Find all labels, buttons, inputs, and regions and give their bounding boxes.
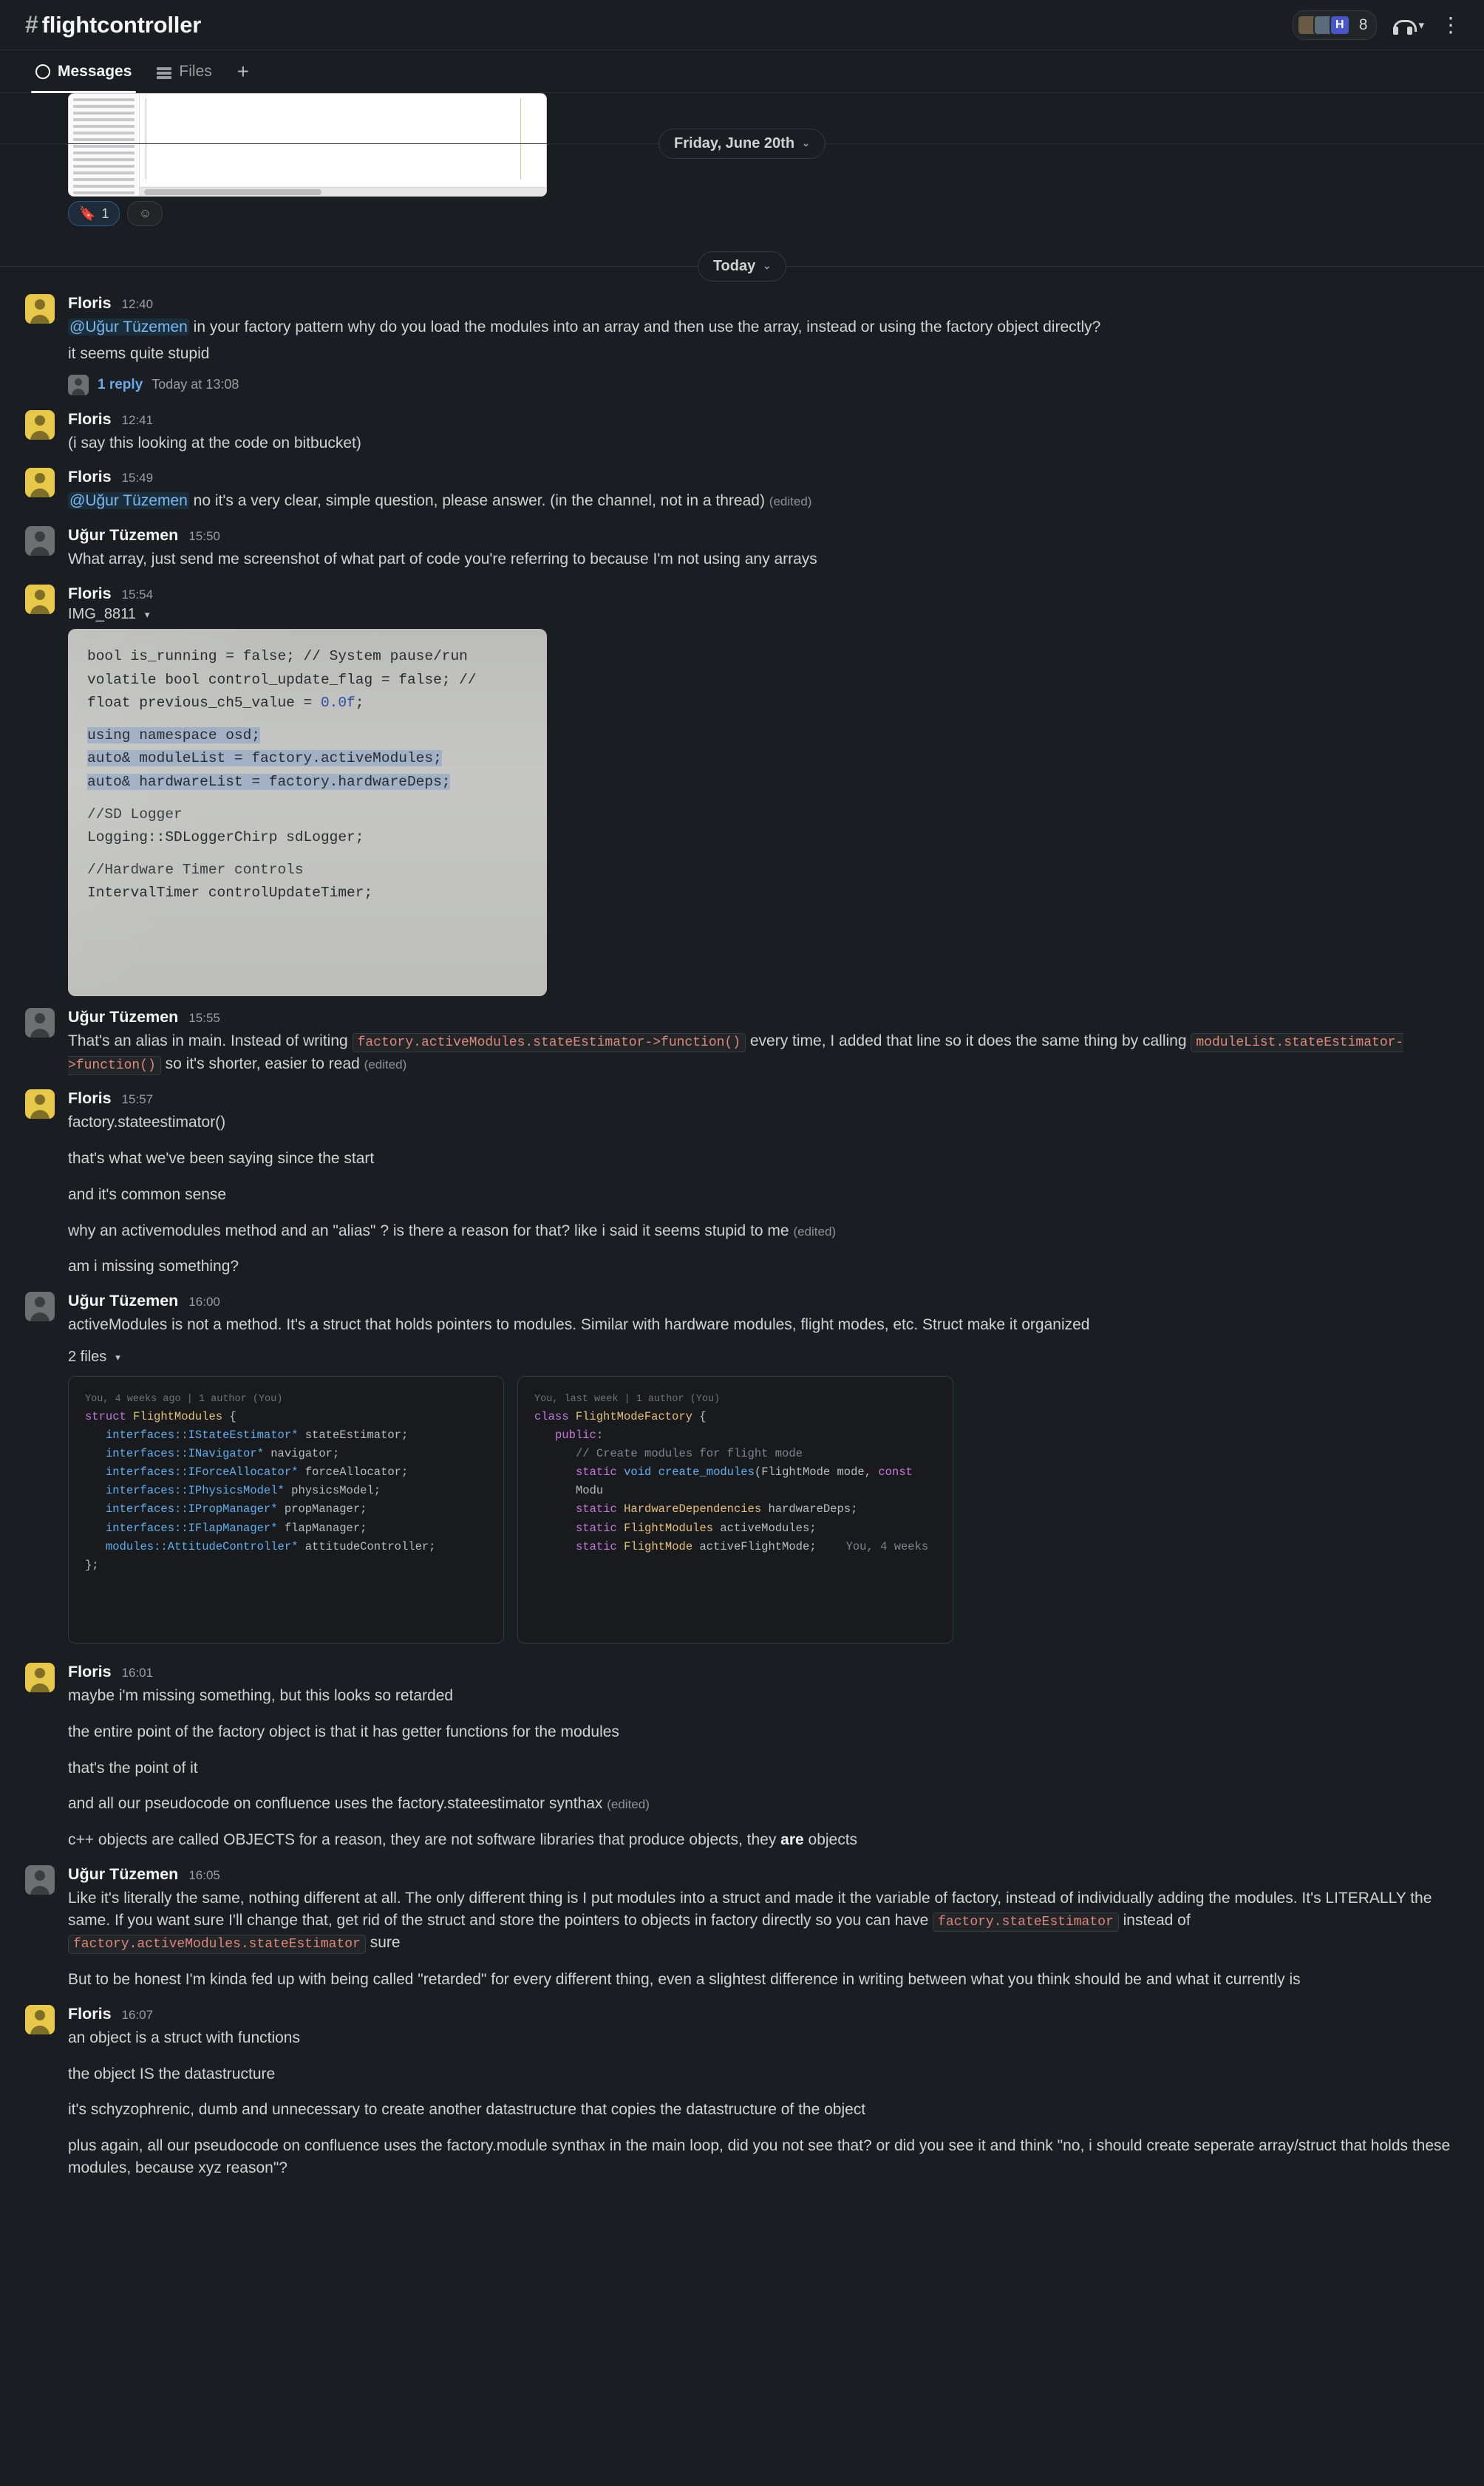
edited-label: (edited) bbox=[607, 1797, 650, 1812]
message bbox=[0, 1858, 1484, 1998]
code-line: bool is_running = false; // System pause/run bbox=[87, 648, 468, 665]
message-timestamp[interactable]: 15:55 bbox=[188, 1011, 220, 1026]
code-line: interfaces::IPropManager* propManager; bbox=[106, 1502, 367, 1516]
code-line: static FlightModules activeModules; bbox=[576, 1521, 817, 1535]
message-timestamp[interactable]: 16:00 bbox=[188, 1295, 220, 1310]
message-text bbox=[68, 1791, 1454, 1827]
message-text-inner: why an activemodules method and an "alias" ? is there a reason for that? like i said it seems stupid to me bbox=[68, 1222, 789, 1239]
message-author[interactable]: Uğur Tüzemen bbox=[68, 1865, 179, 1884]
messages-icon bbox=[35, 64, 50, 79]
edited-label: (edited) bbox=[364, 1057, 407, 1072]
message bbox=[0, 1284, 1484, 1655]
message-text: maybe i'm missing something, but this looks so retarded bbox=[68, 1687, 454, 1705]
chevron-down-icon: ⌄ bbox=[763, 260, 772, 271]
text-part-a: That's an alias in main. Instead of writing bbox=[68, 1032, 353, 1050]
code-line: //Hardware Timer controls bbox=[87, 861, 304, 878]
members-button[interactable] bbox=[1293, 10, 1378, 40]
message-author[interactable]: Uğur Tüzemen bbox=[68, 1292, 179, 1310]
message-text: am i missing something? bbox=[68, 1258, 239, 1276]
code-line: using namespace osd; bbox=[87, 726, 261, 743]
git-blame-line: You, last week | 1 author (You) bbox=[534, 1394, 721, 1406]
kebab-menu-icon[interactable]: ⋮ bbox=[1440, 13, 1462, 36]
message-text bbox=[68, 1028, 1454, 1077]
message-text: plus again, all our pseudocode on confluence uses the factory.module synthax in the main loop, did you not see that? or did you see it and think "no, i should create seperate array/struct that holds these modules, because xyz reason"? bbox=[68, 2137, 1451, 2177]
code-line: Logging::SDLoggerChirp sdLogger; bbox=[87, 829, 364, 846]
chevron-down-icon[interactable]: ▾ bbox=[144, 608, 150, 620]
message-text: that's what we've been saying since the start bbox=[68, 1149, 375, 1167]
inline-code: factory.stateEstimator bbox=[933, 1913, 1119, 1932]
edited-label: (edited) bbox=[793, 1224, 837, 1239]
chevron-down-icon: ⌄ bbox=[802, 137, 810, 149]
message-author[interactable]: Floris bbox=[68, 2004, 112, 2023]
code-line: auto& hardwareList = factory.hardwareDeps; bbox=[87, 773, 451, 790]
avatar[interactable] bbox=[25, 585, 55, 614]
message-author[interactable]: Floris bbox=[68, 409, 112, 428]
message bbox=[0, 1082, 1484, 1284]
date-divider-today bbox=[0, 245, 1484, 287]
code-line: static FlightMode activeFlightMode; You, 4 weeks bbox=[576, 1539, 929, 1553]
thread-last-reply-time: Today at 13:08 bbox=[152, 377, 239, 392]
channel-name: flightcontroller bbox=[41, 12, 202, 38]
message bbox=[0, 1655, 1484, 1858]
message-author[interactable]: Floris bbox=[68, 468, 112, 486]
code-snippet-card[interactable] bbox=[68, 1376, 504, 1644]
message-timestamp[interactable]: 12:41 bbox=[121, 412, 154, 427]
attachment-scrollbar[interactable] bbox=[140, 187, 546, 196]
message-timestamp[interactable]: 15:49 bbox=[121, 471, 154, 486]
header-actions bbox=[1293, 10, 1462, 40]
message-timestamp[interactable]: 16:01 bbox=[121, 1666, 154, 1680]
attachment-code-photo[interactable] bbox=[68, 629, 547, 996]
avatar[interactable] bbox=[25, 468, 55, 497]
message-timestamp[interactable]: 16:05 bbox=[188, 1868, 220, 1883]
code-line: interfaces::IFlapManager* flapManager; bbox=[106, 1521, 367, 1535]
code-line: static HardwareDependencies hardwareDeps; bbox=[576, 1502, 858, 1516]
message-text bbox=[68, 1218, 1454, 1254]
thread-reply-link[interactable] bbox=[68, 372, 1454, 398]
message-author[interactable]: Floris bbox=[68, 1089, 112, 1108]
code-line: }; bbox=[85, 1558, 99, 1572]
code-line: public: bbox=[555, 1428, 604, 1442]
user-mention[interactable]: @Uğur Tüzemen bbox=[69, 319, 188, 336]
message-text bbox=[68, 1885, 1454, 1966]
tab-messages-label: Messages bbox=[58, 62, 132, 80]
avatar bbox=[68, 375, 89, 395]
reaction-chip[interactable] bbox=[68, 201, 120, 226]
message-text: it's schyzophrenic, dumb and unnecessary to create another datastructure that copies the datastructure of the object bbox=[68, 2101, 866, 2119]
message-timestamp[interactable]: 15:50 bbox=[188, 529, 220, 544]
message-text: What array, just send me screenshot of what part of code you're referring to because I'm not using any arrays bbox=[68, 551, 817, 568]
date-divider-label: Today bbox=[712, 257, 756, 274]
message-timestamp[interactable]: 15:54 bbox=[121, 588, 154, 602]
code-line: class FlightModeFactory { bbox=[534, 1409, 707, 1423]
message-text: But to be honest I'm kinda fed up with being called "retarded" for every different thing, even a slightest difference in writing between what you think should be and what it currently is bbox=[68, 1971, 1301, 1988]
code-line: interfaces::IPhysicsModel* physicsModel; bbox=[106, 1484, 381, 1498]
inline-code: factory.activeModules.stateEstimator->function() bbox=[353, 1033, 746, 1052]
chevron-down-icon[interactable]: ▾ bbox=[1418, 18, 1424, 32]
message bbox=[0, 519, 1484, 577]
message-text: c++ objects are called OBJECTS for a reason, they are not software libraries that produce objects, they are objects bbox=[68, 1831, 858, 1849]
add-tab-button[interactable]: + bbox=[236, 59, 250, 83]
code-line: struct FlightModules { bbox=[85, 1409, 236, 1423]
headphones-icon bbox=[1393, 17, 1412, 33]
date-divider-pill[interactable] bbox=[698, 251, 786, 282]
avatar[interactable] bbox=[25, 1089, 55, 1119]
thread-reply-count[interactable]: 1 reply bbox=[98, 376, 143, 392]
file-snippets bbox=[68, 1372, 1454, 1651]
code-line: static void create_modules(FlightMode mode, const Modu bbox=[576, 1465, 913, 1498]
code-line: IntervalTimer controlUpdateTimer; bbox=[87, 885, 373, 902]
code-line: float previous_ch5_value = 0.0f; bbox=[87, 695, 364, 712]
message-text: the entire point of the factory object is that it has getter functions for the modules bbox=[68, 1723, 619, 1740]
members-count: 8 bbox=[1358, 16, 1368, 33]
code-line: interfaces::IStateEstimator* stateEstimator; bbox=[106, 1428, 409, 1442]
message-text: factory.stateestimator() bbox=[68, 1114, 226, 1131]
code-line: interfaces::INavigator* navigator; bbox=[106, 1447, 340, 1461]
message-text bbox=[68, 314, 1454, 341]
edited-label: (edited) bbox=[769, 494, 812, 509]
message-text-inner: and all our pseudocode on confluence uses the factory.stateestimator synthax bbox=[68, 1795, 603, 1813]
channel-header bbox=[0, 0, 1484, 50]
message bbox=[0, 577, 1484, 1001]
avatar: H bbox=[1330, 15, 1350, 35]
tab-messages[interactable] bbox=[25, 51, 142, 92]
inline-code: factory.activeModules.stateEstimator bbox=[68, 1935, 366, 1954]
avatar[interactable] bbox=[25, 526, 55, 556]
text-part-b: every time, I added that line so it does the same thing by calling bbox=[746, 1032, 1191, 1050]
message bbox=[0, 403, 1484, 461]
avatar[interactable] bbox=[25, 1292, 55, 1321]
text-part-c: so it's shorter, easier to read bbox=[160, 1055, 364, 1072]
message bbox=[0, 460, 1484, 519]
reactions-bar bbox=[68, 197, 1454, 229]
message-text: (i say this looking at the code on bitbucket) bbox=[68, 434, 361, 452]
code-line: auto& moduleList = factory.activeModules; bbox=[87, 750, 442, 767]
reaction-count: 1 bbox=[101, 205, 109, 221]
message-list bbox=[0, 93, 1484, 2201]
message bbox=[0, 287, 1484, 403]
code-snippet-card[interactable] bbox=[517, 1376, 953, 1644]
avatar[interactable] bbox=[25, 1865, 55, 1895]
avatar[interactable] bbox=[25, 1008, 55, 1038]
text-part-b: instead of bbox=[1118, 1911, 1191, 1929]
date-divider-label: Friday, June 20th bbox=[674, 134, 795, 151]
message-timestamp[interactable]: 16:07 bbox=[121, 2007, 154, 2022]
message-timestamp[interactable]: 12:40 bbox=[121, 297, 154, 311]
date-divider-pill[interactable] bbox=[658, 129, 826, 159]
message-text: that's the point of it bbox=[68, 1759, 198, 1777]
message-text: an object is a struct with functions bbox=[68, 2029, 300, 2046]
attachment-filename: IMG_8811 bbox=[68, 606, 136, 623]
text-part-a: Like it's literally the same, nothing different at all. The only different thing is I put modules into a struct and made it the variable of factory, instead of individually adding the modules. It's LITERALLY the same. If you want sure I'll change that, get rid of the struct and store the pointers to objects in factory directly so you can have bbox=[68, 1890, 1432, 1929]
message-author[interactable]: Uğur Tüzemen bbox=[68, 526, 179, 545]
message-text-line2: it seems quite stupid bbox=[68, 344, 210, 362]
reaction-emoji-icon: 🔖 bbox=[79, 205, 96, 221]
message bbox=[0, 1001, 1484, 1082]
add-reaction-icon[interactable]: ☺ bbox=[127, 201, 163, 226]
message-author[interactable]: Floris bbox=[68, 294, 112, 312]
files-icon bbox=[157, 64, 171, 79]
message-timestamp[interactable]: 15:57 bbox=[121, 1092, 154, 1107]
git-blame-line: You, 4 weeks ago | 1 author (You) bbox=[85, 1394, 283, 1406]
bold-word: are bbox=[780, 1831, 804, 1849]
user-mention[interactable]: @Uğur Tüzemen bbox=[69, 492, 188, 510]
huddle-button[interactable] bbox=[1390, 13, 1427, 38]
code-line: //SD Logger bbox=[87, 806, 183, 823]
message bbox=[0, 1998, 1484, 2186]
code-line: modules::AttitudeController* attitudeController; bbox=[106, 1539, 436, 1553]
message-text-rest: no it's a very clear, simple question, please answer. (in the channel, not in a thread) bbox=[188, 492, 765, 510]
message-author[interactable]: Uğur Tüzemen bbox=[68, 1008, 179, 1026]
avatar[interactable] bbox=[25, 410, 55, 440]
text-part-c: sure bbox=[365, 1934, 401, 1952]
code-line: // Create modules for flight mode bbox=[576, 1447, 803, 1461]
message-text-rest: in your factory pattern why do you load the modules into an array and then use the array, instead or using the factory object directly? bbox=[188, 319, 1101, 336]
files-toggle[interactable] bbox=[68, 1347, 1454, 1372]
hash-icon: # bbox=[25, 11, 38, 38]
tab-files[interactable] bbox=[146, 51, 222, 92]
attachment-filename-row[interactable] bbox=[68, 605, 1454, 629]
page-title[interactable] bbox=[25, 11, 201, 38]
code-line: interfaces::IForceAllocator* forceAllocator; bbox=[106, 1465, 409, 1479]
avatar[interactable] bbox=[25, 1663, 55, 1692]
code-line: volatile bool control_update_flag = false; // bbox=[87, 671, 477, 688]
channel-tabs bbox=[0, 50, 1484, 93]
message-author[interactable]: Floris bbox=[68, 585, 112, 603]
date-divider-friday bbox=[0, 123, 1484, 164]
avatar-stack bbox=[1297, 15, 1346, 35]
tab-files-label: Files bbox=[179, 62, 212, 80]
message-author[interactable]: Floris bbox=[68, 1663, 112, 1681]
message-text: the object IS the datastructure bbox=[68, 2065, 276, 2083]
message-text: activeModules is not a method. It's a struct that holds pointers to modules. Similar with hardware modules, flight modes, etc. Struct make it organized bbox=[68, 1316, 1090, 1334]
message-text: and it's common sense bbox=[68, 1185, 227, 1203]
message-text bbox=[68, 488, 1454, 514]
inline-code: moduleList.stateEstimator->function() bbox=[68, 1033, 1403, 1075]
avatar[interactable] bbox=[25, 294, 55, 324]
chevron-down-icon[interactable]: ▾ bbox=[115, 1351, 120, 1363]
avatar[interactable] bbox=[25, 2005, 55, 2034]
files-count-label: 2 files bbox=[68, 1349, 107, 1366]
